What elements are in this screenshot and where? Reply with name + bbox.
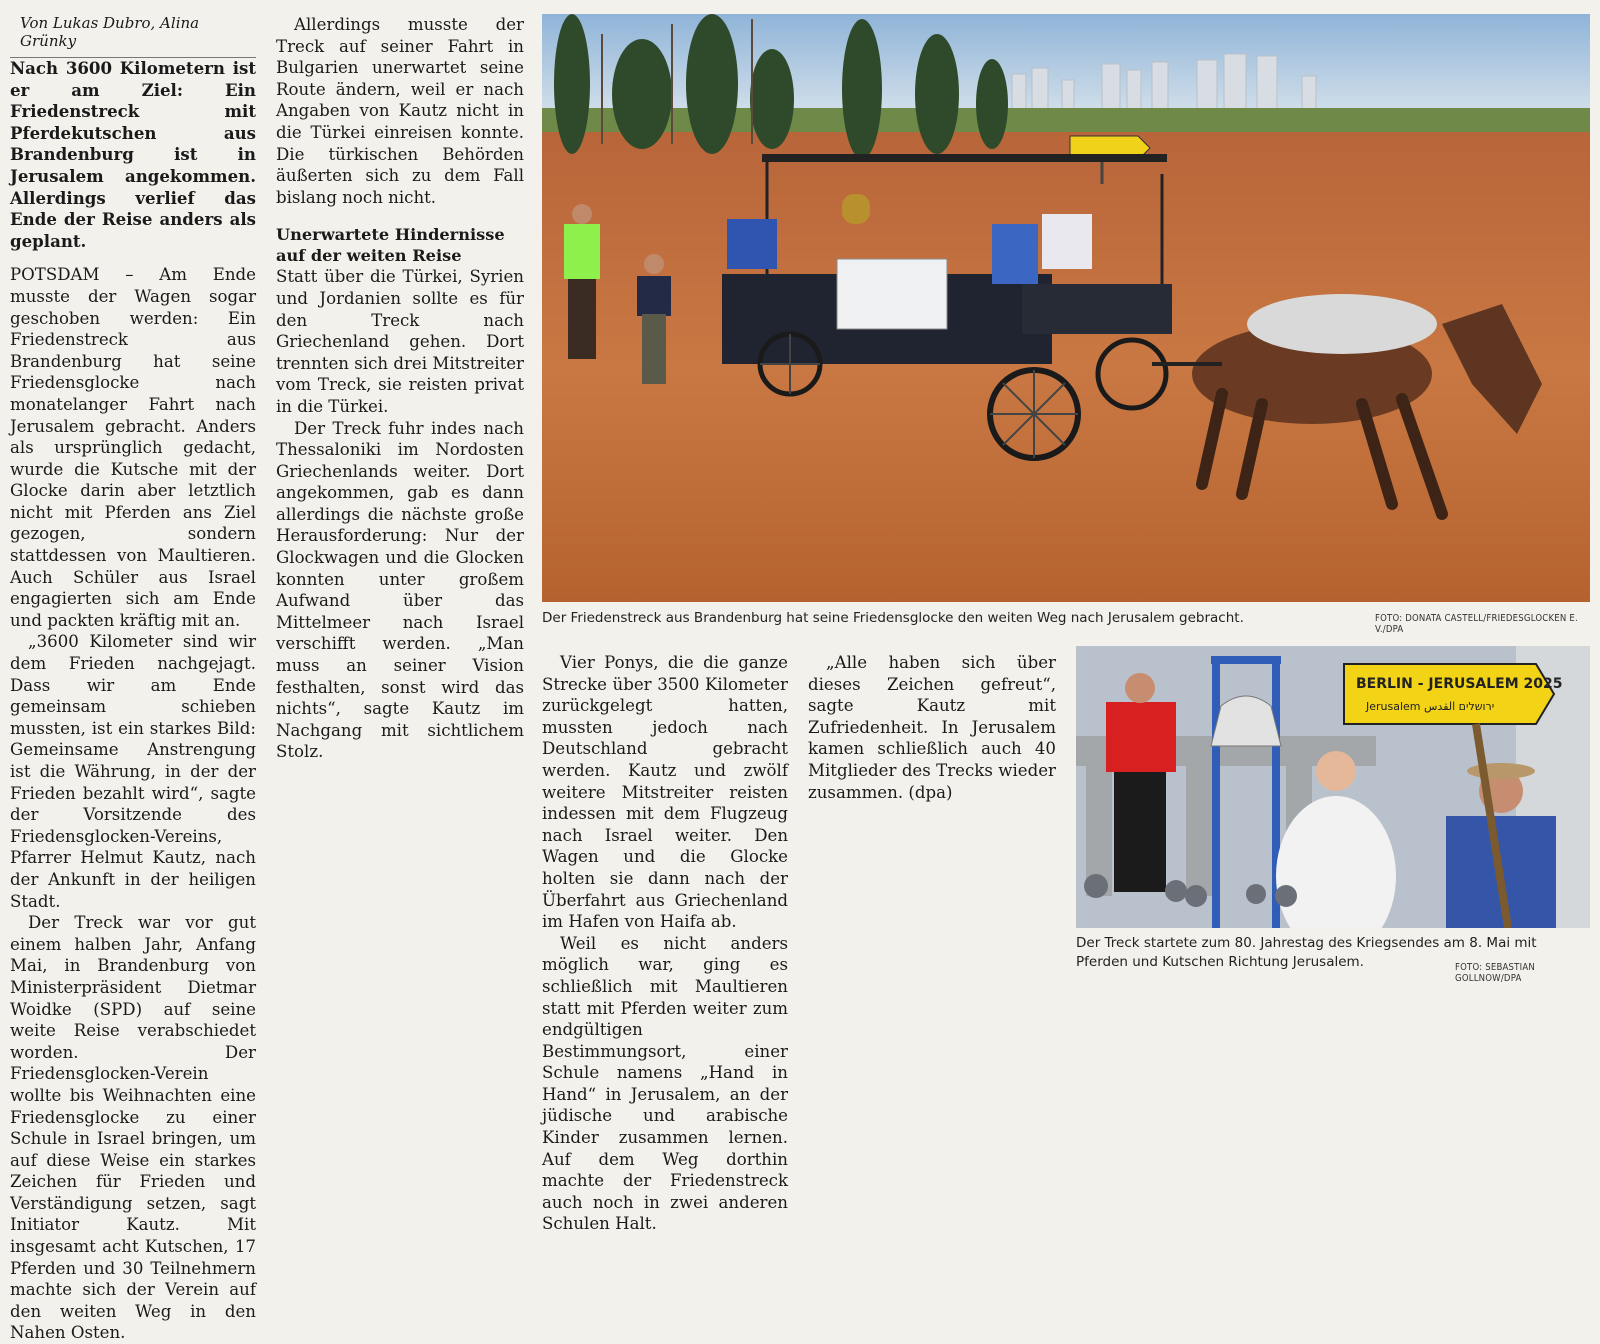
paragraph-6: Der Treck fuhr indes nach Thessaloniki im Nordosten Griechenlands weiter. Dort angekommen, gab es dann allerdings die nächste große Herausforderung: Nur der Glockwagen und die Glocken konnten unter großem Aufwand über das Mittelmeer nach Israel verschifft werden. „Man muss an seiner Vision festhalten, sonst wird das nichts“, sagte Kautz im Nachgang mit sichtlichem Stolz. [276, 418, 524, 762]
secondary-photo-caption: Der Treck startete zum 80. Jahrestag des Kriegsendes am 8. Mai mit Pferden und Kutschen Richtung Jerusalem. [1076, 935, 1537, 970]
paragraph-2: „3600 Kilometer sind wir dem Frieden nachgejagt. Dass wir am Ende gemeinsam schieben mussten, ist ein starkes Bild: Gemeinsame Anstrengung ist die Währung, in der der Frieden bezahlt wird“, sagte der Vorsitzende des Friedensglocken-Vereins, Pfarrer Helmut Kautz, nach der Ankunft in der heiligen Stadt. [10, 632, 256, 911]
byline: Von Lukas Dubro, Alina Grünky [10, 14, 256, 58]
paragraph-7: Vier Ponys, die die ganze Strecke über 3500 Kilometer zurückgelegt hatten, mussten jedoch nach Deutschland gebracht werden. Kautz und zwölf weitere Mitstreiter reisten indessen mit dem Flugzeug nach Israel weiter. Den Wagen und die Glocke holten sie dann nach der Überfahrt aus Griechenland im Hafen von Haifa ab. [542, 653, 788, 932]
secondary-photo-illustration [1076, 646, 1590, 928]
paragraph-3: Der Treck war vor gut einem halben Jahr, Anfang Mai, in Brandenburg von Ministerpräsident Dietmar Woidke (SPD) auf seine weite Reise verabschiedet worden. Der Friedensglocken-Verein wollte bis Weihnachten eine Friedensglocke zu einer Schule in Israel bringen, um auf diese Weise ein starkes Zeichen für Frieden und Verständigung setzen, sagt Initiator Kautz. Mit insgesamt acht Kutschen, 17 Pferden und 30 Teilnehmern machte sich der Verein auf den weiten Weg in den Nahen Osten. [10, 913, 256, 1343]
article-column-4 [808, 652, 1056, 803]
sign-line-2: Jerusalem ירושלים القدس [1366, 700, 1495, 713]
secondary-photo-credit: FOTO: SEBASTIAN GOLLNOW/DPA [1455, 962, 1535, 984]
article-column-1 [10, 14, 256, 1344]
main-photo-credit: FOTO: DONATA CASTELL/FRIEDESGLOCKEN E. V./DPA [1375, 613, 1578, 635]
sign-line-1: BERLIN - JERUSALEM 2025 [1356, 676, 1563, 692]
paragraph-9: „Alle haben sich über dieses Zeichen gefreut“, sagte Kautz mit Zufriedenheit. In Jerusalem kamen schließlich auch 40 Mitglieder des Trecks wieder zusammen. (dpa) [808, 653, 1056, 802]
subheading: Unerwartete Hindernisse auf der weiten Reise [276, 225, 505, 266]
main-photo [542, 14, 1590, 602]
paragraph-1: POTSDAM – Am Ende musste der Wagen sogar geschoben werden: Ein Friedenstreck aus Brandenburg hat seine Friedensglocke nach monatelanger Fahrt nach Jerusalem gebracht. Anders als ursprünglich gedacht, wurde die Kutsche mit der Glocke darin aber letztlich nicht mit Pferden ans Ziel gezogen, sondern stattdessen von Maultieren. Auch Schüler aus Israel engagierten sich am Ende und packten kräftig mit an. [10, 265, 256, 630]
paragraph-8: Weil es nicht anders möglich war, ging es schließlich mit Maultieren statt mit Pferden weiter zum endgültigen Bestimmungsort, einer Schule namens „Hand in Hand“ in Jerusalem, an der jüdische und arabische Kinder zusammen lernen. Auf dem Weg dorthin machte der Friedenstreck auch noch in zwei anderen Schulen Halt. [542, 933, 788, 1234]
article-column-3 [542, 652, 788, 1235]
paragraph-5: Statt über die Türkei, Syrien und Jordanien sollte es für den Treck nach Griechenland gehen. Dort trennten sich drei Mitstreiter vom Treck, sie reisten privat in die Türkei. [276, 267, 524, 416]
article-column-2 [276, 14, 524, 763]
article-lead: Nach 3600 Kilometern ist er am Ziel: Ein Friedenstreck mit Pferdekutschen aus Brandenburg ist in Jerusalem angekommen. Allerdings verlief das Ende der Reise anders als geplant. [10, 58, 256, 251]
paragraph-4: Allerdings musste der Treck auf seiner Fahrt in Bulgarien unerwartet seine Route ändern, weil er nach Angaben von Kautz nicht in die Türkei einreisen konnte. Die türkischen Behörden äußerten sich zu dem Fall bislang noch nicht. [276, 15, 524, 207]
main-photo-illustration [542, 14, 1590, 602]
secondary-photo [1076, 646, 1590, 928]
main-photo-caption: Der Friedenstreck aus Brandenburg hat seine Friedensglocke den weiten Weg nach Jerusalem gebracht. [542, 610, 1244, 626]
